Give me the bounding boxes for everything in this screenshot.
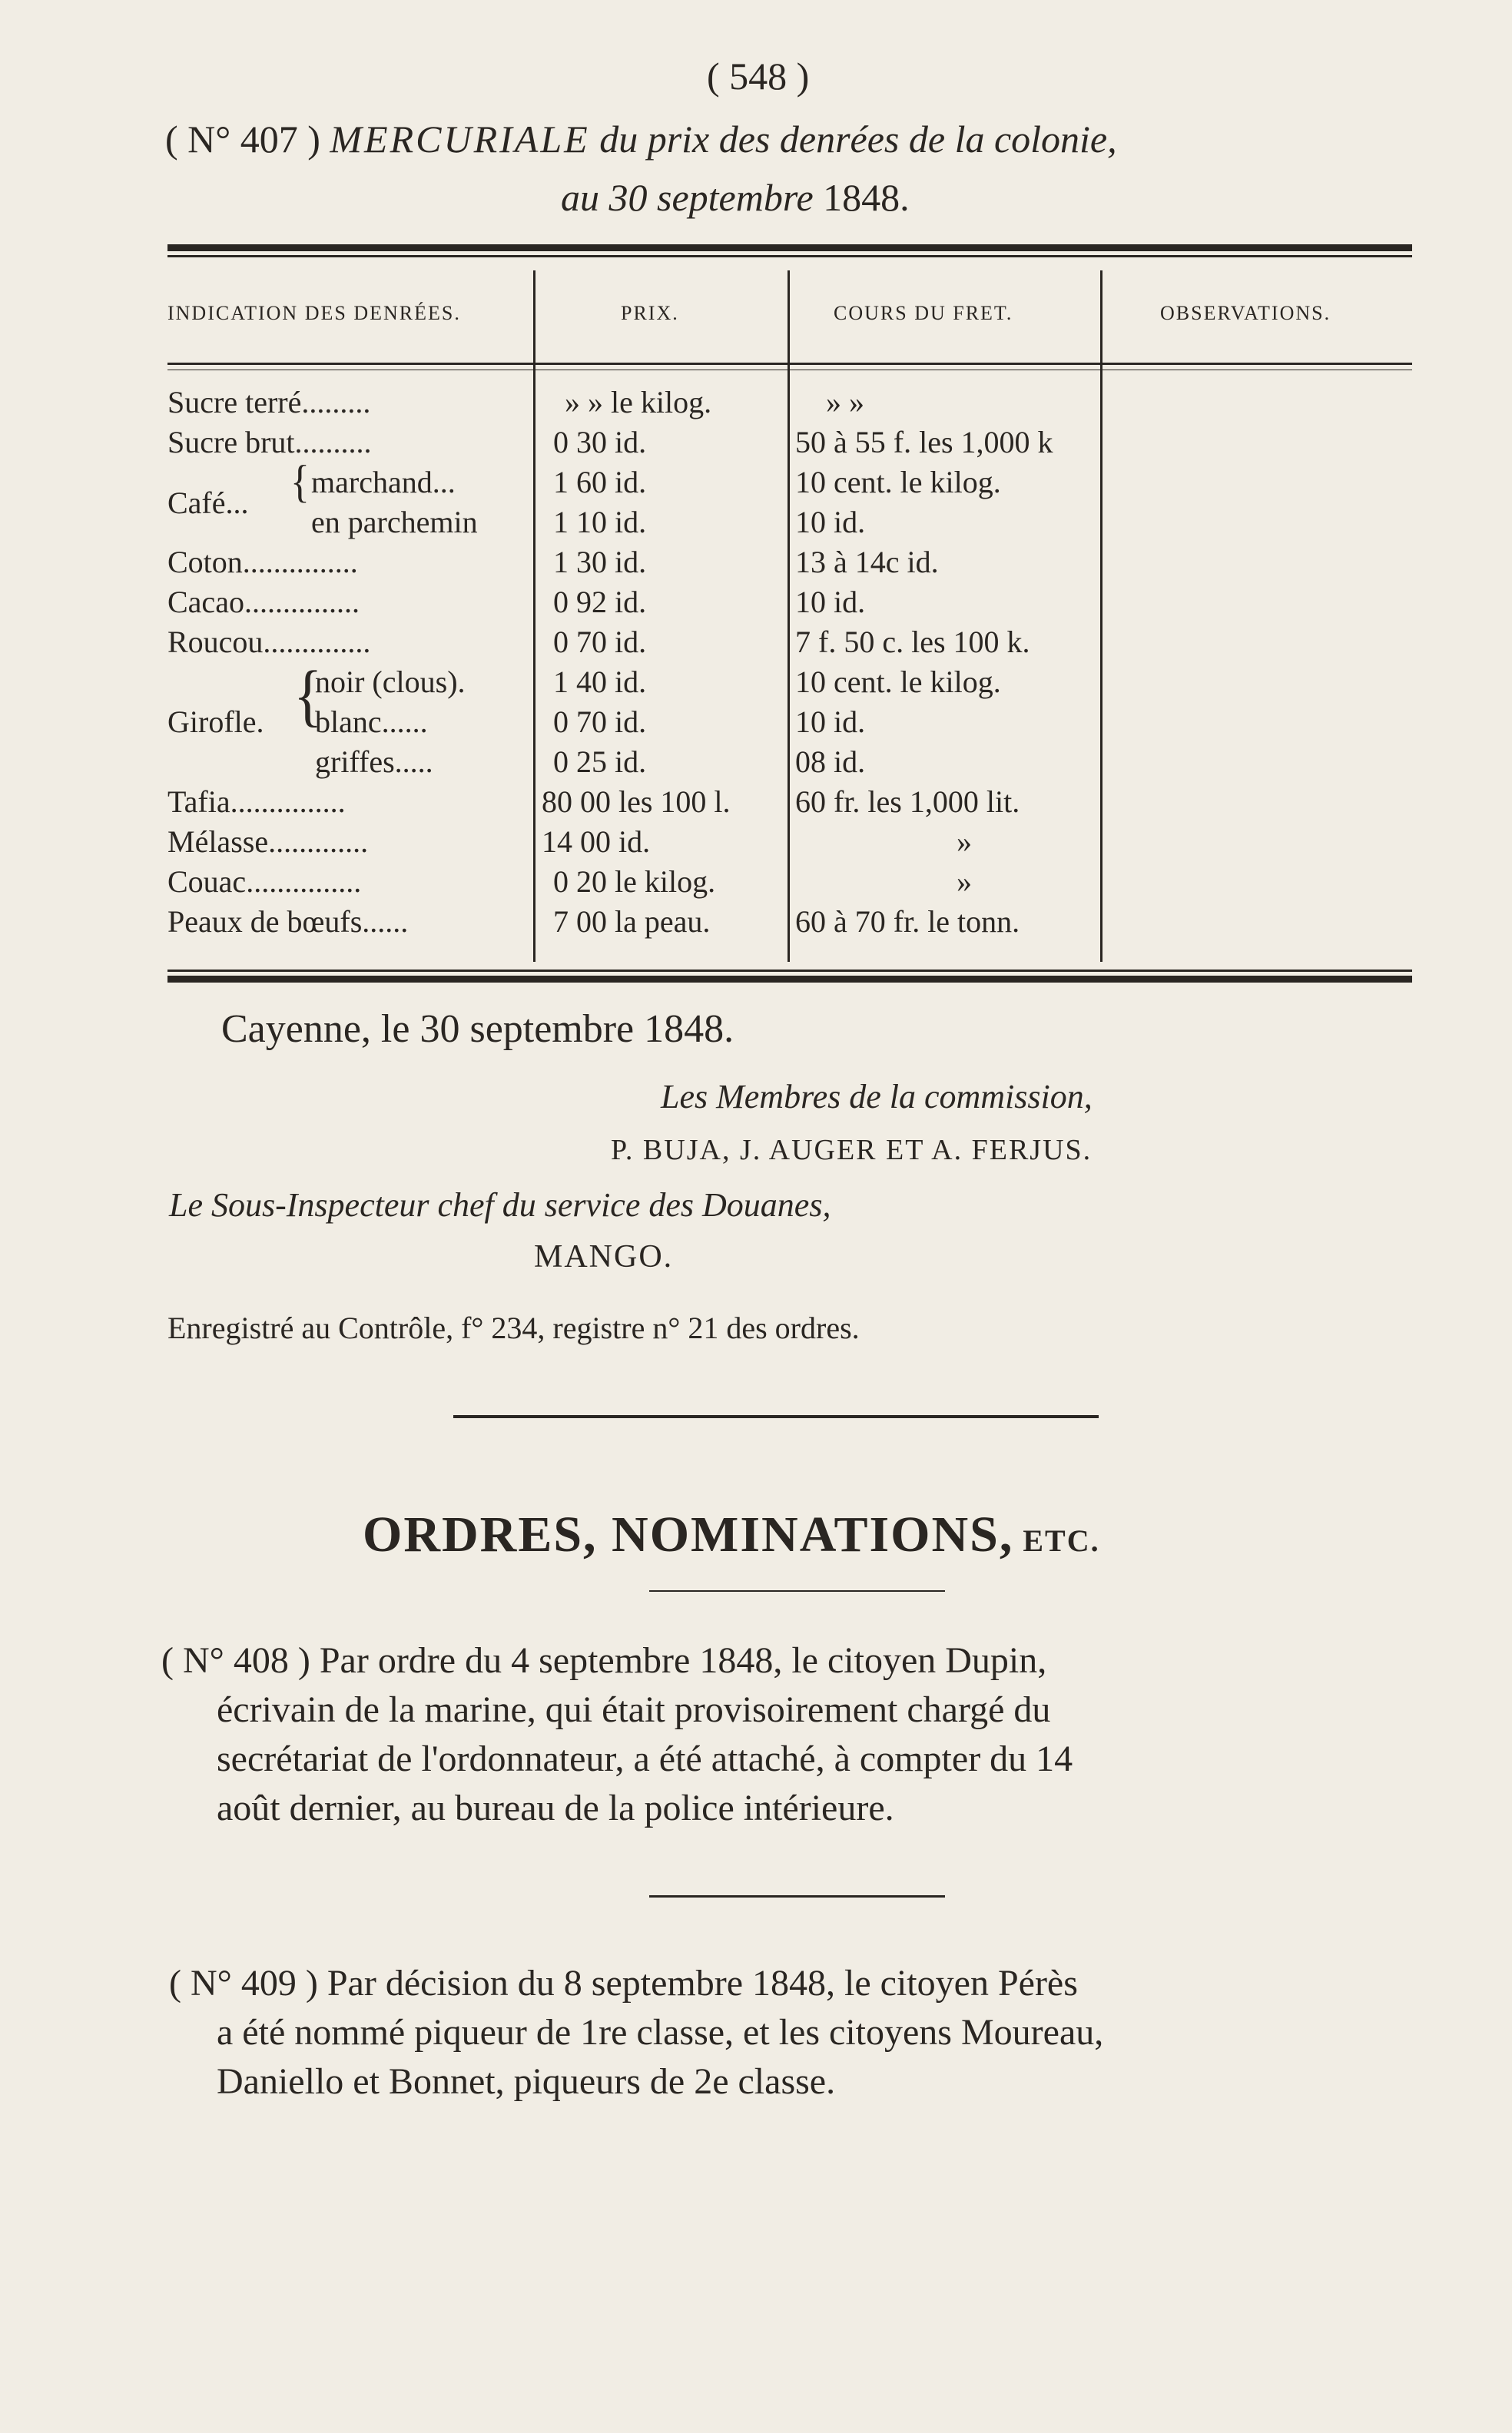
row-price: 0 25 id. (553, 744, 647, 779)
row-fret: 7 f. 50 c. les 100 k. (795, 625, 1030, 659)
section-title-etc: ETC. (1013, 1523, 1100, 1558)
row-name: marchand... (311, 465, 456, 499)
section-separator (453, 1415, 1099, 1418)
row-name: noir (clous). (315, 665, 466, 699)
section-title (363, 1506, 1100, 1564)
entry-409-line-1: ( N° 409 ) Par décision du 8 septembre 1848, le citoyen Pérès (169, 1963, 1078, 2004)
table-top-rule-thick (167, 244, 1412, 251)
row-fret: 10 cent. le kilog. (795, 465, 1001, 499)
inspector-label: Le Sous-Inspecteur chef du service des Douanes, (169, 1186, 831, 1224)
header-rule-2 (536, 363, 788, 365)
entry-408-line-1: ( N° 408 ) Par ordre du 4 septembre 1848, le citoyen Dupin, (161, 1640, 1047, 1681)
header-date-year: 1848. (813, 176, 910, 219)
row-price: 80 00 les 100 l. (542, 784, 731, 819)
col-divider-1 (533, 270, 536, 962)
row-name: Sucre brut.......... (167, 425, 372, 459)
row-name: en parchemin (311, 505, 478, 539)
table-bottom-rule-thin (167, 970, 1412, 972)
row-price: 0 70 id. (553, 625, 647, 659)
row-price: 0 70 id. (553, 704, 647, 739)
header-line-2 (561, 175, 910, 220)
row-price: 0 30 id. (553, 425, 647, 459)
row-name: Coton............... (167, 545, 358, 579)
row-price: 1 60 id. (553, 465, 647, 499)
row-price: » » le kilog. (565, 385, 712, 419)
brace-icon: { (290, 456, 310, 508)
row-fret: » (957, 864, 972, 899)
header-rule-4 (1102, 363, 1412, 365)
row-name: Roucou.............. (167, 625, 371, 659)
header-date-prefix: au 30 septembre (561, 176, 814, 219)
row-fret: 10 id. (795, 505, 866, 539)
row-name: Mélasse............. (167, 824, 369, 859)
row-fret: » (957, 824, 972, 859)
inspector-name: MANGO. (534, 1239, 674, 1275)
header-line-1 (165, 117, 1117, 161)
row-price: 7 00 la peau. (553, 904, 711, 939)
row-fret: 50 à 55 f. les 1,000 k (795, 425, 1053, 459)
row-fret: 10 cent. le kilog. (795, 665, 1001, 699)
entry-408-line-4: août dernier, au bureau de la police intérieure. (217, 1788, 894, 1828)
col-header-denrees: INDICATION DES DENRÉES. (167, 302, 461, 324)
section-title-main: ORDRES, NOMINATIONS, (363, 1507, 1014, 1563)
row-price: 14 00 id. (542, 824, 651, 859)
entry-number: ( N° 407 ) (165, 118, 320, 161)
row-fret: 10 id. (795, 585, 866, 619)
row-fret: » » (826, 385, 864, 419)
col-divider-3 (1100, 270, 1102, 962)
row-fret: 10 id. (795, 704, 866, 739)
page-number: ( 548 ) (707, 55, 810, 98)
group-label-cafe: Café... (167, 486, 249, 520)
row-fret: 13 à 14c id. (795, 545, 939, 579)
header-rule-1 (167, 363, 533, 365)
row-name: Couac............... (167, 864, 362, 899)
row-price: 0 20 le kilog. (553, 864, 716, 899)
row-price: 1 30 id. (553, 545, 647, 579)
brace-icon: { (293, 656, 323, 734)
col-header-observations: OBSERVATIONS. (1160, 302, 1331, 324)
row-price: 1 10 id. (553, 505, 647, 539)
col-divider-2 (788, 270, 790, 962)
row-name: Peaux de bœufs...... (167, 904, 409, 939)
group-label-girofle: Girofle. (167, 704, 264, 739)
header-title-rest: du prix des denrées de la colonie, (589, 118, 1117, 161)
col-header-prix: PRIX. (621, 302, 679, 324)
place-date: Cayenne, le 30 septembre 1848. (221, 1007, 734, 1051)
row-name: griffes..... (315, 744, 433, 779)
entry-408-line-2: écrivain de la marine, qui était provisoirement chargé du (217, 1689, 1051, 1730)
row-price: 0 92 id. (553, 585, 647, 619)
members-label: Les Membres de la commission, (661, 1078, 1093, 1115)
entry-409-line-2: a été nommé piqueur de 1re classe, et les citoyens Moureau, (217, 2012, 1104, 2053)
header-rule-3 (790, 363, 1100, 365)
row-fret: 08 id. (795, 744, 866, 779)
row-price: 1 40 id. (553, 665, 647, 699)
entry-408-line-3: secrétariat de l'ordonnateur, a été attaché, à compter du 14 (217, 1739, 1073, 1779)
members-names: P. BUJA, J. AUGER ET A. FERJUS. (611, 1134, 1093, 1166)
row-name: blanc...... (315, 704, 428, 739)
table-top-rule-thin (167, 255, 1412, 257)
title-underline (649, 1590, 945, 1592)
row-fret: 60 fr. les 1,000 lit. (795, 784, 1020, 819)
row-name: Tafia............... (167, 784, 346, 819)
entry-409-line-3: Daniello et Bonnet, piqueurs de 2e classe. (217, 2061, 836, 2102)
table-bottom-rule-thick (167, 976, 1412, 983)
entry-separator (649, 1895, 945, 1898)
row-fret: 60 à 70 fr. le tonn. (795, 904, 1020, 939)
header-title-caps: MERCURIALE (330, 118, 590, 161)
row-name: Sucre terré......... (167, 385, 371, 419)
registration-line: Enregistré au Contrôle, f° 234, registre n° 21 des ordres. (167, 1311, 860, 1345)
col-header-fret: COURS DU FRET. (834, 302, 1013, 324)
row-name: Cacao............... (167, 585, 360, 619)
